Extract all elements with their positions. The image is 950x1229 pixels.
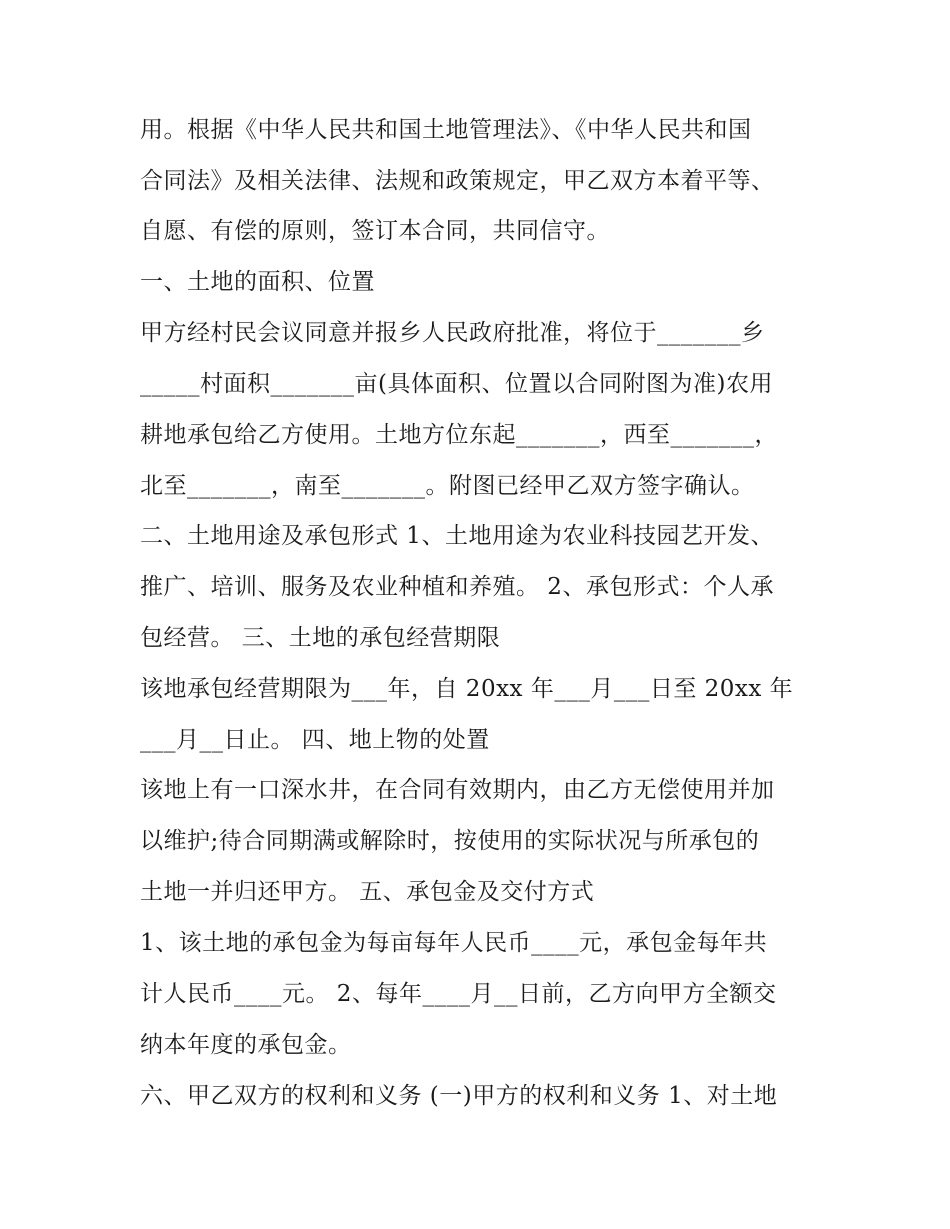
text-line: 推广、培训、服务及农业种植和养殖。 2、承包形式：个人承 (140, 574, 774, 600)
text-line: 包经营。 三、土地的承包经营期限 (140, 625, 501, 651)
text-line: ___月__日止。 四、地上物的处置 (140, 727, 490, 753)
text-line: 1、该土地的承包金为每亩每年人民币____元，承包金每年共 (140, 930, 768, 956)
text-line: 土地一并归还甲方。 五、承包金及交付方式 (140, 879, 595, 905)
section-heading: 一、土地的面积、位置 (140, 269, 375, 295)
text-line: 计人民币____元。 2、每年____月__日前，乙方向甲方全额交 (140, 981, 777, 1007)
text-line: _____村面积_______亩(具体面积、位置以合同附图为准)农用 (140, 371, 773, 397)
text-line: 该地上有一口深水井，在合同有效期内，由乙方无偿使用并加 (140, 777, 775, 803)
text-line: 用。根据《中华人民共和国土地管理法》、《中华人民共和国 (140, 117, 752, 143)
text-line: 以维护;待合同期满或解除时，按使用的实际状况与所承包的 (140, 828, 760, 854)
text-line: 合同法》及相关法律、法规和政策规定，甲乙双方本着平等、 (140, 168, 775, 194)
text-line: 耕地承包给乙方使用。土地方位东起_______，西至_______， (140, 422, 778, 448)
text-line: 自愿、有偿的原则，签订本合同，共同信守。 (140, 218, 610, 244)
text-line: 北至_______，南至_______。附图已经甲乙双方签字确认。 (140, 473, 755, 499)
text-line: 该地承包经营期限为___年，自 20xx 年___月___日至 20xx 年 (140, 676, 794, 702)
text-line: 二、土地用途及承包形式 1、土地用途为农业科技园艺开发、 (140, 523, 774, 549)
text-line: 六、甲乙双方的权利和义务 (一)甲方的权利和义务 1、对土地 (140, 1083, 778, 1109)
text-line: 甲方经村民会议同意并报乡人民政府批准，将位于_______乡 (140, 320, 765, 346)
text-line: 纳本年度的承包金。 (140, 1032, 352, 1058)
